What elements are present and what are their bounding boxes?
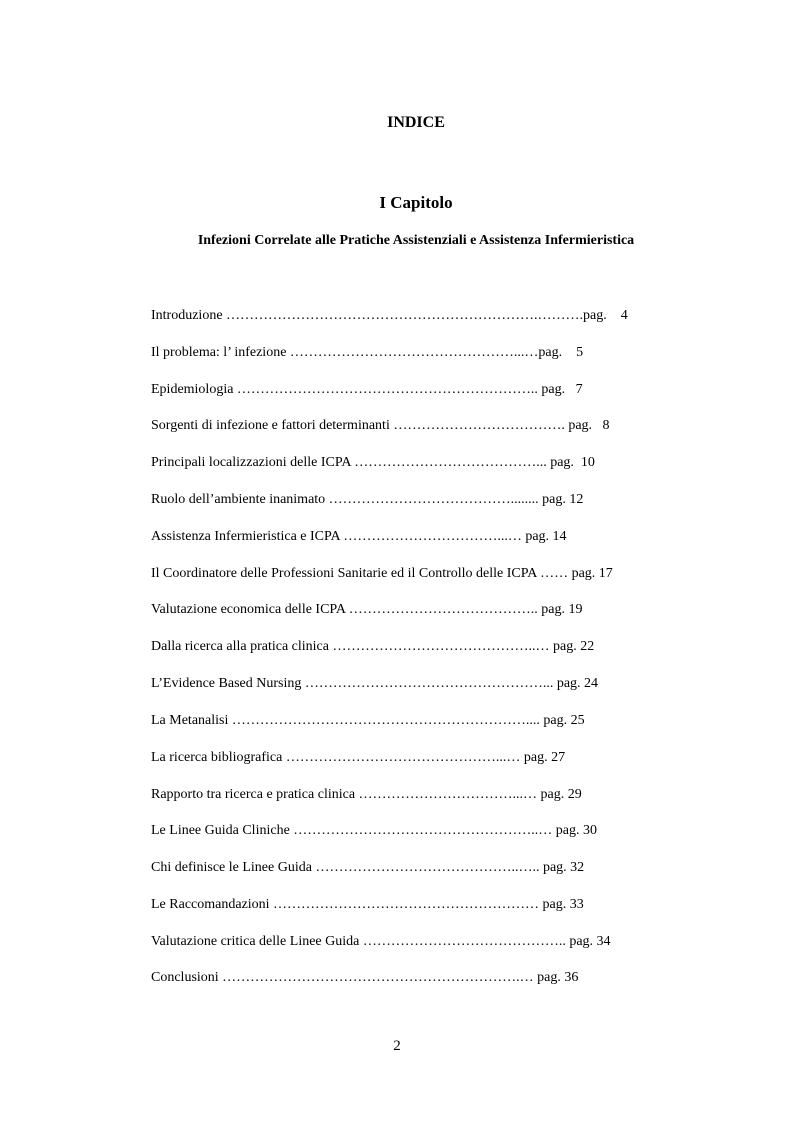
toc-entry: Sorgenti di infezione e fattori determinanti ………………………………. pag. 8 <box>151 418 610 433</box>
toc-entry: Rapporto tra ricerca e pratica clinica ……………………………...… pag. 29 <box>151 787 582 802</box>
toc-entry: Le Linee Guida Cliniche ……………………………………………..… pag. 30 <box>151 823 597 838</box>
toc-entry: Principali localizzazioni delle ICPA …………………………………... pag. 10 <box>151 455 595 470</box>
chapter-subtitle: Infezioni Correlate alle Pratiche Assistenziali e Assistenza Infermieristica <box>197 233 635 248</box>
toc-entry: Dalla ricerca alla pratica clinica ……………………………………..… pag. 22 <box>151 639 595 654</box>
toc-entry: Il problema: l’ infezione …………………………………………...…pag. 5 <box>151 345 584 360</box>
toc-entry: Le Raccomandazioni ………………………………………………… pag. 33 <box>151 897 584 912</box>
page-number: 2 <box>393 1038 401 1054</box>
toc-entry: Assistenza Infermieristica e ICPA ……………………………...… pag. 14 <box>151 529 567 544</box>
toc-entry: Valutazione economica delle ICPA ………………………………….. pag. 19 <box>151 602 583 617</box>
toc-entry: Il Coordinatore delle Professioni Sanitarie ed il Controllo delle ICPA …… pag. 17 <box>151 566 613 581</box>
chapter-title: I Capitolo <box>379 193 453 212</box>
toc-entry: La Metanalisi ……………………………………………………….... pag. 25 <box>151 713 585 728</box>
toc-entry: Epidemiologia ……………………………………………………….. pag. 7 <box>151 382 583 397</box>
toc-entry: Ruolo dell’ambiente inanimato …………………………………........ pag. 12 <box>151 492 584 507</box>
toc-entry: La ricerca bibliografica ………………………………………...… pag. 27 <box>151 750 566 765</box>
toc-entry: Conclusioni ……………………………………………………….… pag. 36 <box>151 970 579 985</box>
toc-entry: Chi definisce le Linee Guida ……………………………………..….. pag. 32 <box>151 860 585 875</box>
toc-entry: Introduzione ………………………………………………………….……….pag. 4 <box>151 308 628 323</box>
index-title: INDICE <box>387 114 445 131</box>
toc-entry: L’Evidence Based Nursing ……………………………………………... pag. 24 <box>151 676 599 691</box>
toc-entry: Valutazione critica delle Linee Guida …………………………………….. pag. 34 <box>151 934 611 949</box>
